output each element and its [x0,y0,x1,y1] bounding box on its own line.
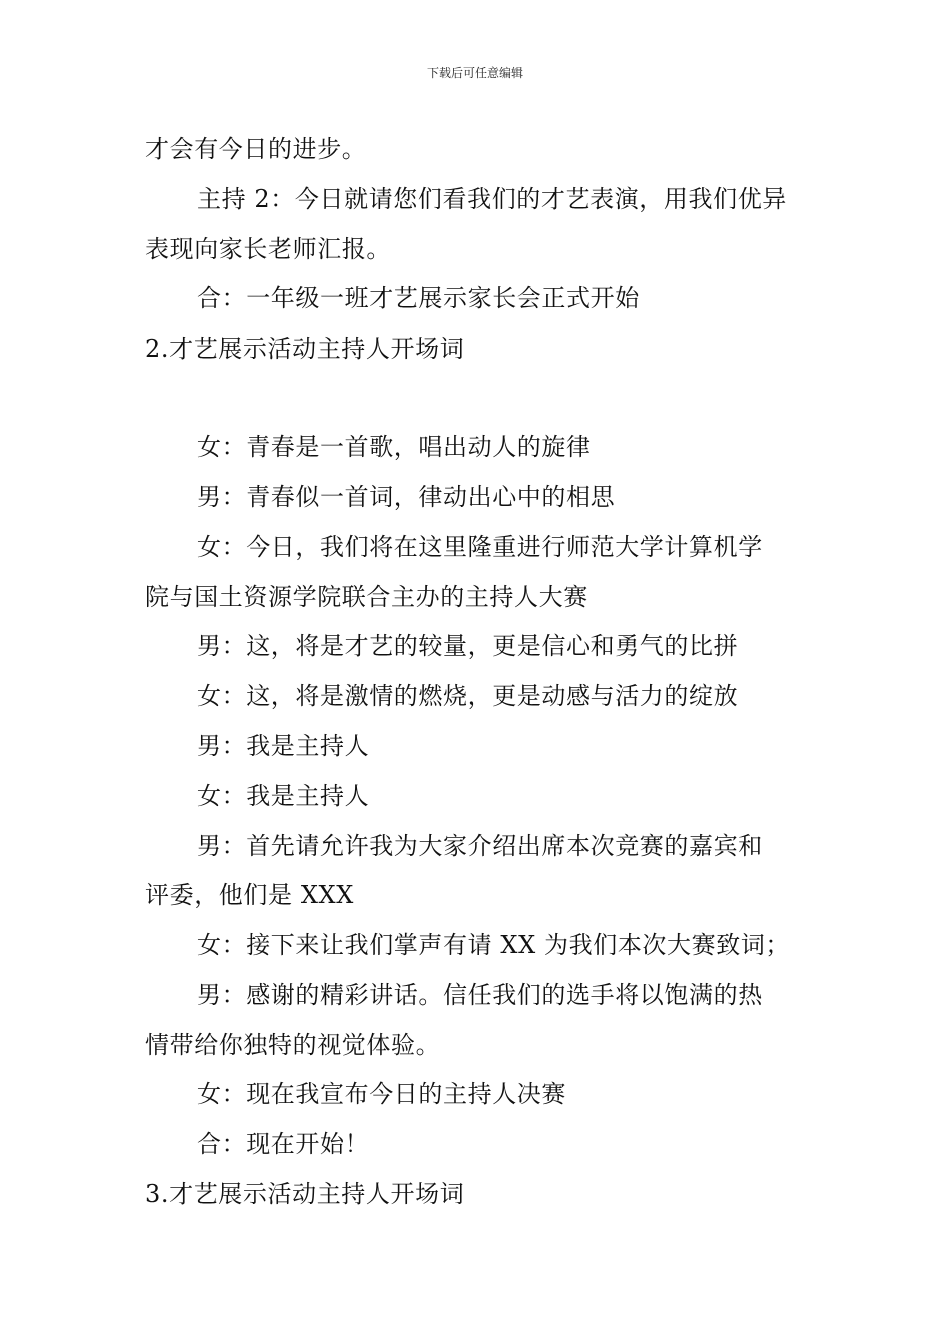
paragraph-line: 男：青春似一首词，律动出心中的相思 [197,483,616,511]
paragraph-line: 男：感谢的精彩讲话。信任我们的选手将以饱满的热 [197,981,763,1009]
paragraph-line: 评委，他们是 XXX [145,881,354,909]
paragraph-line: 合：现在开始！ [197,1130,370,1158]
section-heading: 2.才艺展示活动主持人开场词 [145,335,465,363]
paragraph-line: 才会有今日的进步。 [145,135,367,163]
paragraph-line: 院与国土资源学院联合主办的主持人大赛 [145,583,588,611]
paragraph-line: 女：现在我宣布今日的主持人决赛 [197,1080,566,1108]
paragraph-line: 合：一年级一班才艺展示家长会正式开始 [197,284,640,312]
page-header: 下载后可任意编辑 [426,66,523,80]
paragraph-line: 主持 2：今日就请您们看我们的才艺表演，用我们优异 [197,185,787,213]
paragraph-line: 情带给你独特的视觉体验。 [145,1031,441,1059]
paragraph-line: 表现向家长老师汇报。 [145,235,391,263]
paragraph-line: 女：接下来让我们掌声有请 XX 为我们本次大赛致词； [197,931,791,959]
paragraph-line: 男：首先请允许我为大家介绍出席本次竞赛的嘉宾和 [197,832,763,860]
paragraph-line: 男：这，将是才艺的较量，更是信心和勇气的比拼 [197,632,739,660]
paragraph-line: 女：今日，我们将在这里隆重进行师范大学计算机学 [197,533,763,561]
section-heading: 3.才艺展示活动主持人开场词 [145,1180,465,1208]
paragraph-line: 女：我是主持人 [197,782,370,810]
paragraph-line: 女：这，将是激情的燃烧，更是动感与活力的绽放 [197,682,739,710]
paragraph-line: 男：我是主持人 [197,732,370,760]
paragraph-line: 女：青春是一首歌，唱出动人的旋律 [197,433,591,461]
